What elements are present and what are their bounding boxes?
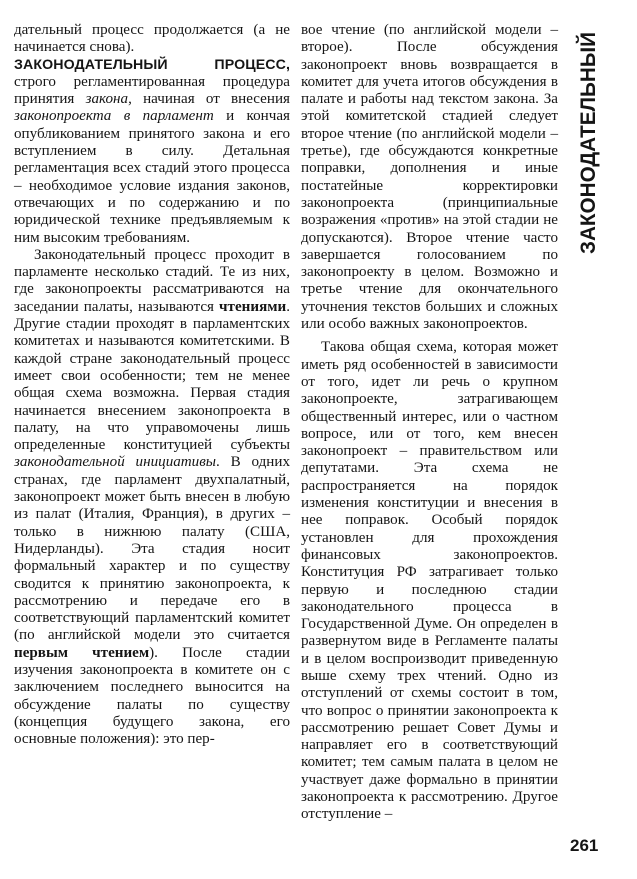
entry-text: строго регламентированная процедура принятия	[14, 73, 290, 108]
paragraph-text: ). После стадии изучения законопроекта в комитете он с заключением последнего выносится на обсуждение палаты по существу (концепция будущего закона, его основные положения): это пер-	[14, 644, 290, 748]
term-first-reading: первым чтением	[14, 644, 150, 661]
entry-headword: ЗАКОНОДАТЕЛЬНЫЙ ПРОЦЕСС,	[14, 56, 290, 73]
entry-crossref-zakonoproekt: законопроекта в парламент	[14, 108, 214, 125]
paragraph-general-scheme: Такова общая схема, которая может иметь ряд особенностей в зависимости от того, идет ли речь о крупном законопроекте, затрагивающем общественный интерес, или о частном вопросе, или от того, кем внесен законопроект – правительством или депутатами. Эта схема не распространяется на порядок изменения конституции и внесения в нее поправок. Особый порядок установлен для прохождения финансовых законопроектов. Конституция РФ затрагивает только первую и последнюю стадии законодательного процесса в Государственной Думе. Он определен в развернутом виде в Регламенте палаты и в целом воспроизводит приведенную выше схему трех чтений. Одно из отступлений от схемы состоит в том, что вопрос о принятии законопроекта к рассмотрению решает Совет Думы и направляет его в соответствующий комитет; тем самым палата в целом не участвует даже формально в принятии законопроекта к рассмотрению. Другое отступление –	[301, 339, 558, 823]
paragraph-text: Законодательный процесс проходит в парламенте несколько стадий. Те из них, где законопроекты рассматриваются на заседании палаты, называются	[14, 246, 290, 315]
paragraph-readings-continued: вое чтение (по английской модели – второе). После обсуждения законопроект вновь возвращается в комитет для учета итогов обсуждения в палате и работы над текстом закона. За этой комитетской стадией следует второе чтение (по английской модели – третье), где обсуждаются конкретные поправки, дополнения и иные постатейные корректировки законопроекта (принципиальные возражения «против» на этой стадии не допускаются). Второе чтение часто завершается голосованием по законопроекту в целом. Возможно и третье чтение для окончательного уточнения текстов больших и сложных или особо важных законопроектов.	[301, 22, 558, 333]
paragraph-continuation: дательный процесс продолжается (а не начинается снова).	[14, 22, 290, 56]
entry-text: и кончая опубликованием принятого закона и его вступлением в силу. Детальная регламентация всех стадий этого процесса – необходимое условие издания законов, отвечающих и по содержанию и по юридической технике предъявляемым к ним высоким требованиям.	[14, 108, 290, 246]
entry-crossref-zakon: закона	[85, 91, 129, 108]
running-header-svg	[566, 28, 606, 258]
term-readings: чтениями	[219, 298, 287, 315]
dictionary-entry	[14, 57, 290, 247]
paragraph-stages	[14, 247, 290, 749]
right-text-column	[301, 22, 558, 824]
paragraph-text: . В одних странах, где парламент двухпалатный, законопроект может быть внесен в любую из палат (Италия, Франция), в других – только в нижнюю палату (США, Нидерланды). Эта стадия носит формальный характер и по существу сводится к принятию законопроекта, к рассмотрению и передаче его в соответствующий парламентский комитет (по английской модели это считается	[14, 454, 290, 644]
page-number: 261	[570, 836, 599, 855]
paragraph-text: . Другие стадии проходят в парламентских комитетах и называются комитетскими. В каждой стране законодательный процесс имеет свои особенности; тем не менее общая схема возможна. Первая стадия начинается внесением законопроекта в палату, на что управомочены лишь определенные конституцией субъекты	[14, 298, 290, 454]
running-header-vertical	[566, 28, 606, 258]
left-text-column	[14, 22, 290, 748]
section-title: ЗАКОНОДАТЕЛЬНЫЙ	[577, 28, 600, 254]
entry-text: , начиная от внесения	[128, 91, 290, 108]
term-legislative-initiative: законодательной инициативы	[14, 454, 217, 471]
